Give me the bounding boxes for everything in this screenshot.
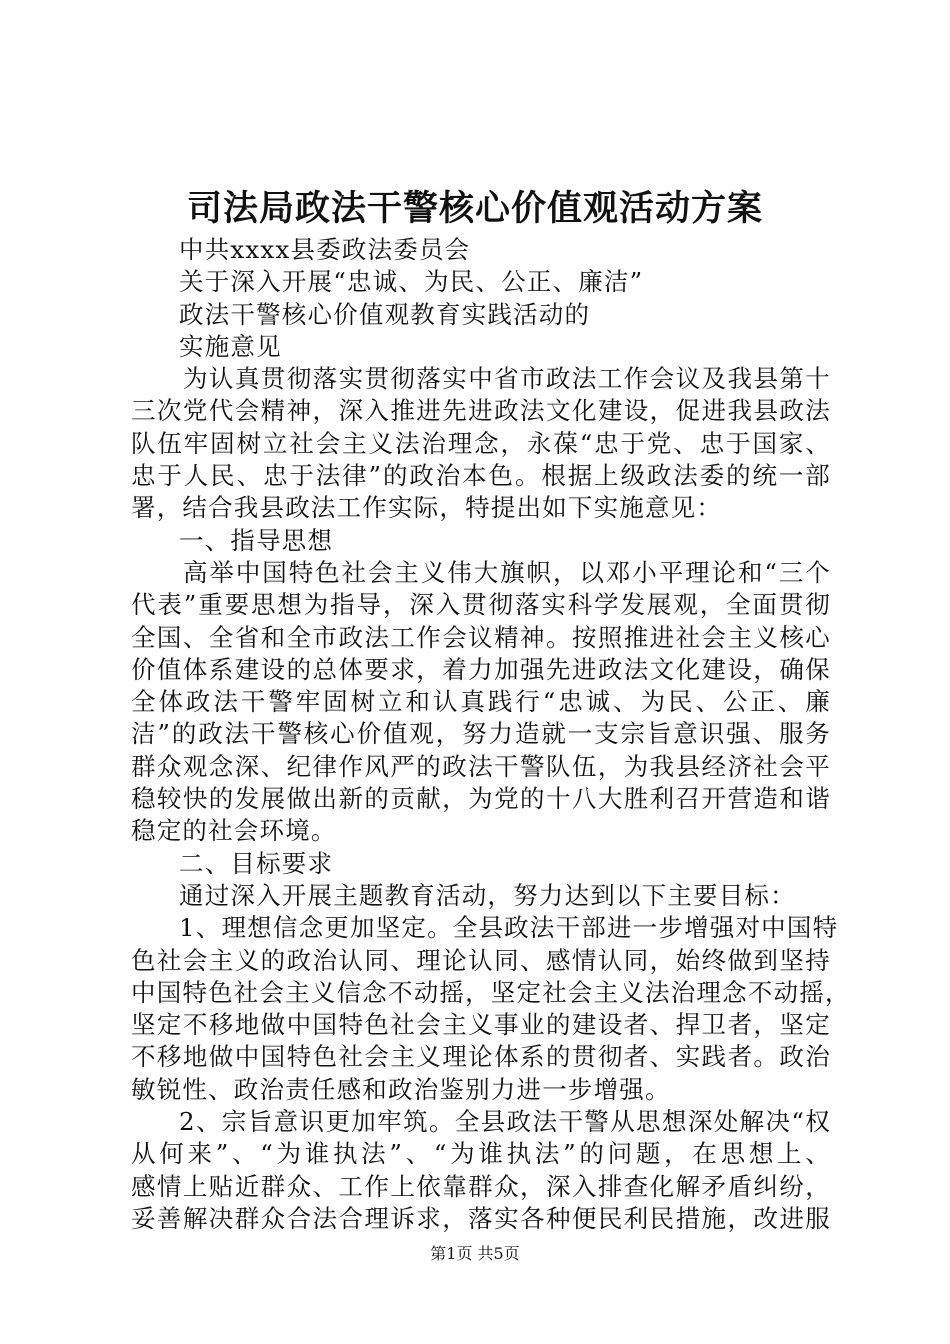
text-line: 2、宗旨意识更加牢筑。全县政法干警从思想深处解决“权 bbox=[179, 1107, 831, 1137]
text-line: 署，结合我县政法工作实际，特提出如下实施意见： bbox=[131, 493, 723, 523]
text-line: 妥善解决群众合法合理诉求，落实各种便民利民措施，改进服 bbox=[131, 1203, 831, 1233]
text-line: 中国特色社会主义信念不动摇，坚定社会主义法治理念不动摇， bbox=[131, 977, 851, 1007]
text-line: 1、理想信念更加坚定。全县政法干部进一步增强对中国特 bbox=[179, 913, 839, 943]
text-line: 全国、全省和全市政法工作会议精神。按照推进社会主义核心 bbox=[131, 622, 831, 652]
text-line: 稳定的社会环境。 bbox=[131, 816, 337, 846]
text-line: 实施意见 bbox=[179, 331, 282, 361]
text-line: 队伍牢固树立社会主义法治理念，永葆“忠于党、忠于国家、 bbox=[131, 428, 831, 458]
text-line: 从何来”、“为谁执法”、“为谁执法”的问题，在思想上、 bbox=[131, 1139, 831, 1169]
page-number-footer: 第1页 共5页 bbox=[430, 1244, 520, 1263]
text-line: 关于深入开展“忠诚、为民、公正、廉洁” bbox=[179, 267, 644, 297]
text-line: 政法干警核心价值观教育实践活动的 bbox=[179, 299, 591, 329]
text-line: 价值体系建设的总体要求，着力加强先进政法文化建设，确保 bbox=[131, 654, 831, 684]
document-body bbox=[131, 234, 851, 1235]
text-line: 群众观念深、纪律作风严的政法干警队伍，为我县经济社会平 bbox=[131, 751, 831, 781]
section-heading: 二、目标要求 bbox=[179, 848, 334, 878]
text-line: 洁”的政法干警核心价值观，努力造就一支宗旨意识强、服务 bbox=[131, 719, 831, 749]
text-line: 色社会主义的政治认同、理论认同、感情认同，始终做到坚持 bbox=[131, 945, 831, 975]
text-line: 不移地做中国特色社会主义理论体系的贯彻者、实践者。政治 bbox=[131, 1042, 831, 1072]
text-line: 感情上贴近群众、工作上依靠群众，深入排查化解矛盾纠纷， bbox=[131, 1171, 831, 1201]
text-line: 中共xxxx县委政法委员会 bbox=[179, 235, 471, 264]
text-line: 通过深入开展主题教育活动，努力达到以下主要目标： bbox=[179, 880, 796, 910]
text-line: 为认真贯彻落实贯彻落实中省市政法工作会议及我县第十 bbox=[183, 364, 831, 394]
text-line: 忠于人民、忠于法律”的政治本色。根据上级政法委的统一部 bbox=[131, 461, 831, 491]
text-line: 敏锐性、政治责任感和政治鉴别力进一步增强。 bbox=[131, 1074, 671, 1104]
text-line: 代表”重要思想为指导，深入贯彻落实科学发展观，全面贯彻 bbox=[131, 590, 831, 620]
section-heading: 一、指导思想 bbox=[179, 525, 334, 555]
text-line: 坚定不移地做中国特色社会主义事业的建设者、捍卫者，坚定 bbox=[131, 1010, 831, 1040]
text-line: 三次党代会精神，深入推进先进政法文化建设，促进我县政法 bbox=[131, 396, 831, 426]
text-line: 稳较快的发展做出新的贡献，为党的十八大胜利召开营造和谐 bbox=[131, 784, 831, 814]
text-line: 高举中国特色社会主义伟大旗帜，以邓小平理论和“三个 bbox=[183, 557, 831, 587]
text-line: 全体政法干警牢固树立和认真践行“忠诚、为民、公正、廉 bbox=[131, 687, 831, 717]
document-title: 司法局政法干警核心价值观活动方案 bbox=[186, 188, 763, 229]
